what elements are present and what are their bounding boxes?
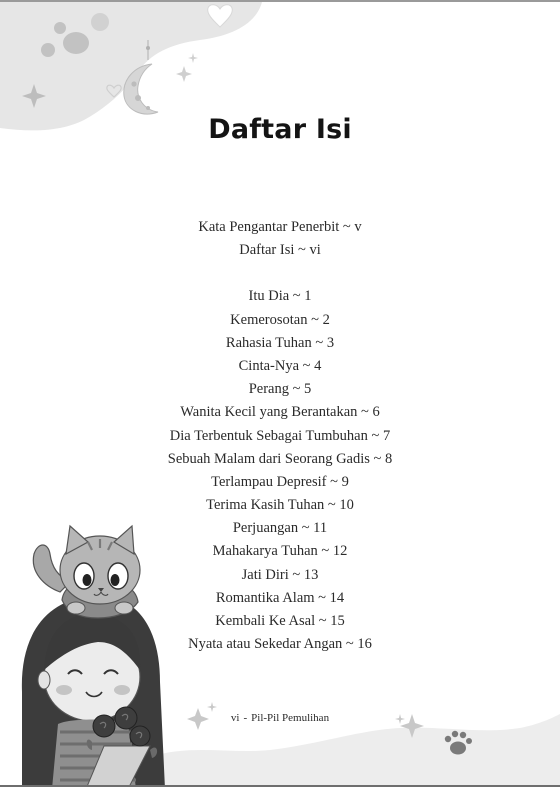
toc-entry-front-matter[interactable]: Kata Pengantar Penerbit ~ v — [198, 219, 362, 235]
toc-entry-chapter[interactable]: Terima Kasih Tuhan ~ 10 — [206, 497, 354, 514]
page-number: vi — [230, 712, 240, 724]
toc-entry-chapter[interactable]: Romantika Alam ~ 14 — [215, 589, 345, 606]
page-title: Daftar Isi — [208, 114, 352, 145]
sparkle-icon — [188, 53, 198, 63]
sparkle-icon — [176, 66, 192, 82]
toc-entry-chapter[interactable]: Perjuangan ~ 11 — [232, 520, 328, 537]
toc-entry-chapter[interactable]: Cinta-Nya ~ 4 — [238, 357, 322, 374]
toc-entry-chapter[interactable]: Kemerosotan ~ 2 — [230, 311, 330, 328]
toc-entry-chapter[interactable]: Perang ~ 5 — [248, 381, 312, 398]
toc-entry-chapter[interactable]: Itu Dia ~ 1 — [248, 288, 312, 305]
toc-entry-chapter[interactable]: Rahasia Tuhan ~ 3 — [225, 334, 335, 351]
footer-separator: - — [243, 712, 248, 724]
toc-entry-chapter[interactable]: Kembali Ke Asal ~ 15 — [215, 613, 345, 629]
sparkle-icon — [207, 702, 217, 712]
toc-entry-chapter[interactable]: Jati Diri ~ 13 — [241, 566, 319, 583]
toc-entry-chapter[interactable]: Nyata atau Sekedar Angan ~ 16 — [188, 636, 372, 653]
toc-entry-chapter[interactable]: Mahakarya Tuhan ~ 12 — [212, 543, 348, 560]
table-of-contents — [0, 216, 560, 656]
toc-entry-chapter[interactable]: Wanita Kecil yang Berantakan ~ 6 — [180, 404, 380, 421]
toc-entry-front-matter[interactable]: Daftar Isi ~ vi — [239, 242, 321, 259]
toc-entry-chapter[interactable]: Terlampau Depresif ~ 9 — [211, 473, 349, 490]
cloud-blob — [150, 714, 560, 787]
toc-entry-chapter[interactable]: Sebuah Malam dari Seorang Gadis ~ 8 — [167, 450, 393, 467]
running-book-title: Pil-Pil Pemulihan — [251, 712, 330, 724]
toc-entry-chapter[interactable]: Dia Terbentuk Sebagai Tumbuhan ~ 7 — [169, 427, 391, 444]
page-footer — [0, 712, 560, 724]
